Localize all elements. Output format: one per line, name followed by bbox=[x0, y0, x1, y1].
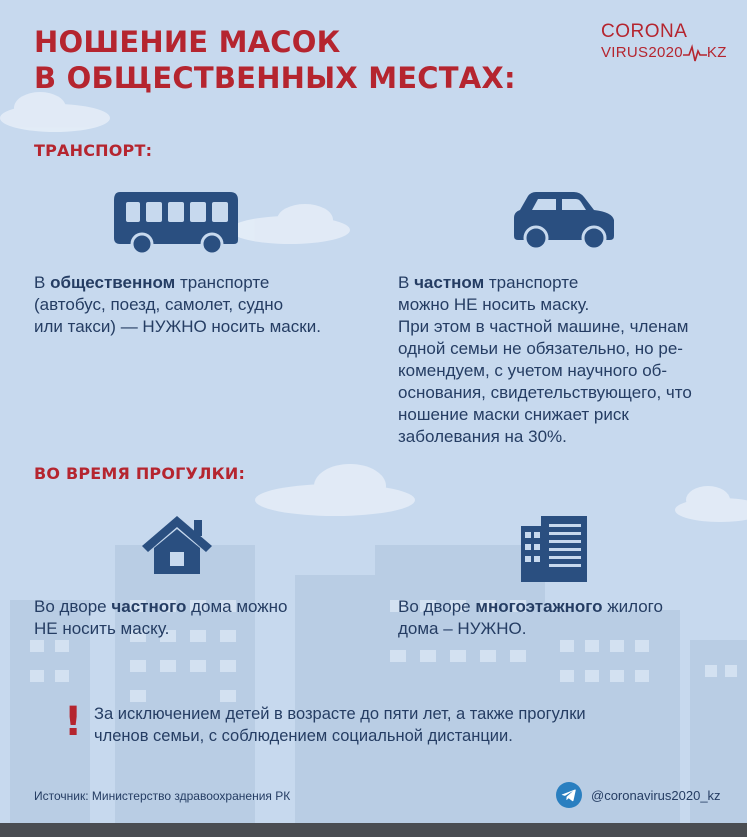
private-transport-line: можно НЕ носить маску. bbox=[398, 295, 590, 314]
private-transport-bold: частном bbox=[414, 273, 485, 292]
exception-note-line-2: членов семьи, с соблюдением социальной дистанции. bbox=[94, 727, 513, 745]
public-transport-line-2: (автобус, поезд, самолет, судно bbox=[34, 295, 284, 314]
private-house-text bbox=[34, 596, 354, 640]
private-house-line-1 bbox=[34, 596, 354, 618]
text-segment: дома можно bbox=[186, 597, 288, 616]
public-transport-line-3: или такси) — НУЖНО носить маски. bbox=[34, 317, 321, 336]
text-segment: жилого bbox=[602, 597, 663, 616]
text-segment: транспорте bbox=[484, 273, 579, 292]
private-transport-text bbox=[398, 272, 738, 448]
transport-heading: ТРАНСПОРТ: bbox=[34, 141, 153, 160]
source-text: Источник: Министерство здравоохранения РК bbox=[34, 789, 291, 803]
car-icon bbox=[508, 190, 618, 254]
logo-line-1: CORONA bbox=[601, 21, 688, 42]
text-segment: Во дворе bbox=[398, 597, 476, 616]
public-transport-text bbox=[34, 272, 364, 338]
apartment-text bbox=[398, 596, 718, 640]
public-transport-bold: общественном bbox=[50, 273, 176, 292]
apartment-line-1 bbox=[398, 596, 718, 618]
exception-note-line-1: За исключением детей в возрасте до пяти лет, а также прогулки bbox=[94, 705, 586, 723]
bottom-bar bbox=[0, 823, 747, 837]
private-transport-line: основания, свидетельствующего, что bbox=[398, 383, 692, 402]
heartbeat-icon bbox=[683, 43, 707, 63]
private-transport-line: комендуем, с учетом научного об- bbox=[398, 361, 668, 380]
text-segment: В bbox=[398, 273, 415, 292]
text-segment: Во дворе bbox=[34, 597, 112, 616]
apartment-bold: многоэтажного bbox=[475, 597, 603, 616]
exception-note bbox=[94, 703, 694, 747]
apartment-building-icon bbox=[519, 514, 591, 584]
logo-kz-text: KZ bbox=[706, 44, 727, 61]
house-icon bbox=[140, 514, 214, 576]
apartment-line-2: дома – НУЖНО. bbox=[398, 619, 527, 638]
logo-line-2 bbox=[601, 42, 727, 64]
text-segment: транспорте bbox=[175, 273, 270, 292]
private-house-bold: частного bbox=[111, 597, 187, 616]
telegram-handle[interactable]: @coronavirus2020_kz bbox=[591, 788, 721, 803]
private-transport-line-1 bbox=[398, 272, 738, 294]
private-transport-line: ношение маски снижает риск bbox=[398, 405, 629, 424]
telegram-icon[interactable] bbox=[556, 782, 582, 808]
private-transport-line: При этом в частной машине, членам bbox=[398, 317, 689, 336]
logo-virus-text: VIRUS2020 bbox=[601, 44, 683, 61]
private-transport-line: одной семьи не обязательно, но ре- bbox=[398, 339, 683, 358]
exclamation-icon: ! bbox=[64, 699, 83, 745]
public-transport-line-1 bbox=[34, 272, 364, 294]
coronavirus-logo bbox=[601, 22, 727, 64]
title-line-2: В ОБЩЕСТВЕННЫХ МЕСТАХ: bbox=[34, 61, 516, 95]
text-segment: В bbox=[34, 273, 51, 292]
title-line-1: НОШЕНИЕ МАСОК bbox=[34, 25, 341, 59]
bus-icon bbox=[112, 190, 240, 256]
page-title bbox=[34, 24, 516, 96]
walk-heading: ВО ВРЕМЯ ПРОГУЛКИ: bbox=[34, 464, 246, 483]
private-transport-line: заболевания на 30%. bbox=[398, 427, 567, 446]
private-house-line-2: НЕ носить маску. bbox=[34, 619, 170, 638]
